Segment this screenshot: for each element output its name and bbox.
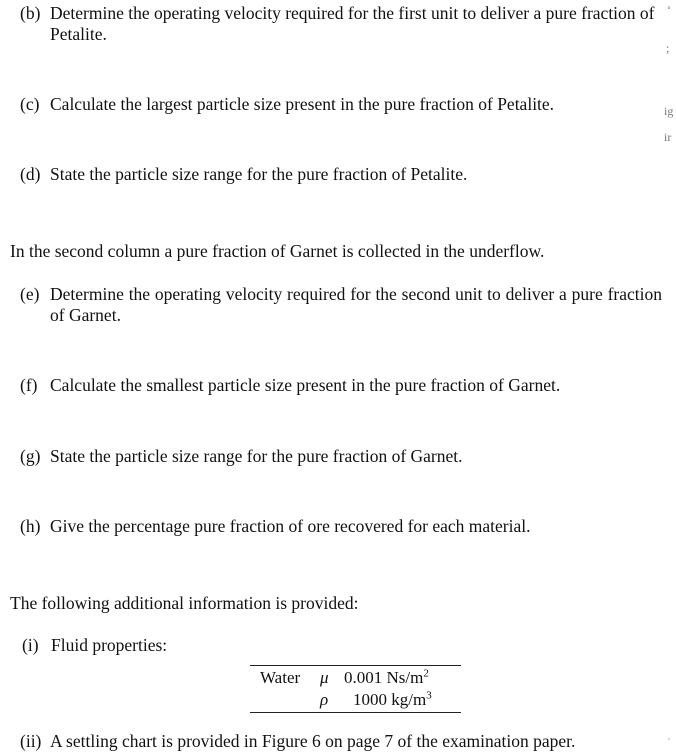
viscosity-unit: Ns/m <box>386 668 424 687</box>
density-value <box>353 690 432 710</box>
table-rule-top <box>250 665 461 666</box>
question-text: Give the percentage pure fraction of ore recovered for each material. <box>50 516 531 536</box>
question-label: (b) <box>20 3 41 23</box>
second-column-intro: In the second column a pure fraction of Garnet is collected in the underflow. <box>10 241 545 261</box>
question-label: (h) <box>20 516 41 536</box>
info-text: Fluid properties: <box>51 635 168 655</box>
density-symbol: ρ <box>320 690 329 709</box>
edge-fragment: ˚ <box>667 4 671 18</box>
question-text: Calculate the smallest particle size present in the pure fraction of Garnet. <box>50 375 561 395</box>
viscosity-symbol: μ <box>320 668 329 687</box>
question-label: (f) <box>20 375 38 395</box>
question-label: (d) <box>20 164 41 184</box>
question-text: State the particle size range for the pure fraction of Garnet. <box>50 446 463 466</box>
density-unit-exponent: 3 <box>426 689 432 702</box>
question-text: Determine the operating velocity required for the first unit to deliver a pure fraction of Petalite. <box>50 3 655 44</box>
question-label: (e) <box>20 284 40 304</box>
viscosity-unit-exponent: 2 <box>423 667 429 680</box>
additional-info-intro: The following additional information is provided: <box>10 593 359 613</box>
info-text: A settling chart is provided in Figure 6 on page 7 of the examination paper. <box>50 731 576 751</box>
edge-fragment: ; <box>666 41 670 55</box>
info-label: (i) <box>22 635 39 655</box>
density-unit: kg/m <box>391 690 427 709</box>
edge-fragment: ig <box>664 104 674 118</box>
fluid-name: Water <box>260 668 301 687</box>
question-text: State the particle size range for the pure fraction of Petalite. <box>50 164 468 184</box>
question-label: (g) <box>20 446 41 466</box>
viscosity-value <box>344 668 429 688</box>
edge-fragment: ˙ <box>667 735 671 749</box>
density-number: 1000 <box>353 690 387 709</box>
question-label: (c) <box>20 94 40 114</box>
fluid-properties-table <box>250 663 461 713</box>
question-text: Calculate the largest particle size present in the pure fraction of Petalite. <box>50 94 555 114</box>
table-rule-bottom <box>250 712 461 713</box>
question-text: Determine the operating velocity required for the second unit to deliver a pure fraction of Garnet. <box>50 284 662 325</box>
edge-fragment: ir <box>664 130 672 144</box>
viscosity-number: 0.001 <box>344 668 383 687</box>
info-label: (ii) <box>20 731 42 751</box>
